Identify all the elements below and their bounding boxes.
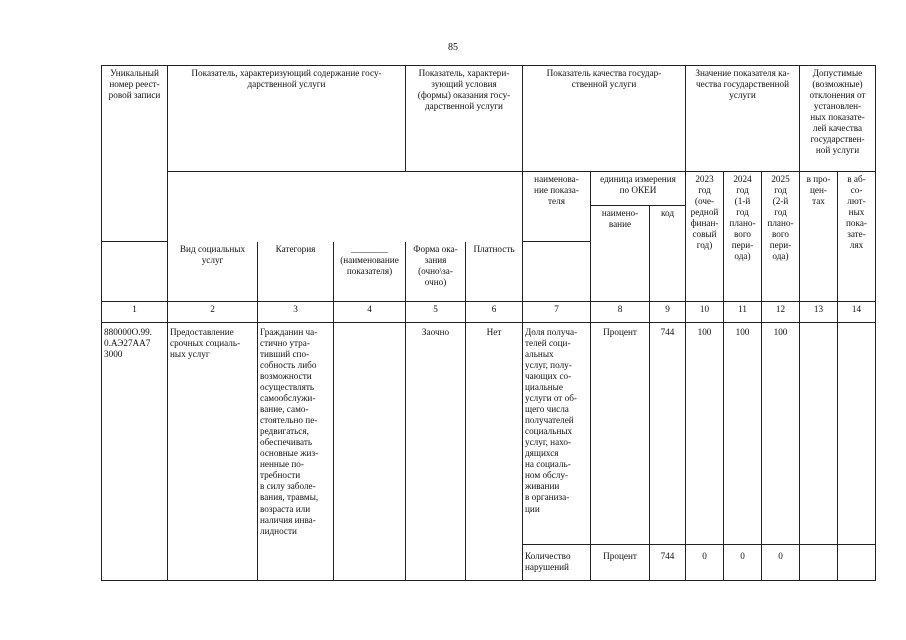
header-okei-code: код xyxy=(650,206,686,302)
header-okei-name: наимено- вание xyxy=(591,206,650,302)
value-2025-cell: 0 xyxy=(762,545,800,581)
code-cell: 744 xyxy=(650,323,686,545)
header-in-percent: в про- цен- тах xyxy=(800,172,838,302)
header-registry-number: Уникальный номер реест- ровой записи xyxy=(102,66,168,242)
unit-cell: Процент xyxy=(591,323,650,545)
header-value-group: Значение показателя ка- чества государственной услуги xyxy=(686,66,800,172)
header-spacer xyxy=(168,206,523,242)
category-cell: Гражданин ча- стично утра- тивший спо- собность либо возможности осуществлять самообслужи- вание, само- стоятельно пе- редвигаться, обеспечивать основные жиз- ненные по- требности в силу заболе- вания, травмы, возраста или наличия инва- лидности xyxy=(258,323,334,581)
header-deviation-group: Допустимые (возможные) отклонения от установлен- ных показате- лей качества государствен- ной услуги xyxy=(800,66,876,172)
header-spacer xyxy=(102,242,168,302)
column-number: 2 xyxy=(168,302,258,323)
table-row xyxy=(102,323,876,545)
header-year-2024: 2024 год (1-й год плано- вого пери- ода) xyxy=(724,172,762,302)
deviation-percent-cell xyxy=(800,323,838,545)
value-2024-cell: 100 xyxy=(724,323,762,545)
payment-cell: Нет xyxy=(466,323,523,581)
code-cell: 744 xyxy=(650,545,686,581)
value-2023-cell: 100 xyxy=(686,323,724,545)
header-blank-indicator: ________ (наименование показателя) xyxy=(334,242,406,302)
header-content-group: Показатель, характеризующий содержание госу- дарственной услуги xyxy=(168,66,406,172)
column-number-row xyxy=(102,302,876,323)
column-number: 9 xyxy=(650,302,686,323)
blank-indicator-cell xyxy=(334,323,406,581)
state-task-table xyxy=(101,65,876,581)
indicator-name-cell: Доля получа- телей соци- альных услуг, полу- чающих со- циальные услуги от об- щего числа получателей социальных услуг, нахо- дящихся на социаль- ном обслу- живании в организа- ции xyxy=(523,323,591,545)
header-spacer xyxy=(523,242,591,302)
header-category: Категория xyxy=(258,242,334,302)
header-payment: Платность xyxy=(466,242,523,302)
column-number: 14 xyxy=(838,302,876,323)
header-form: Форма ока- зания (очно\за- очно) xyxy=(406,242,466,302)
deviation-absolute-cell xyxy=(838,323,876,545)
column-number: 8 xyxy=(591,302,650,323)
unit-cell: Процент xyxy=(591,545,650,581)
indicator-name-cell: Количество нарушений xyxy=(523,545,591,581)
form-cell: Заочно xyxy=(406,323,466,581)
column-number: 12 xyxy=(762,302,800,323)
header-service-type: Вид социальных услуг xyxy=(168,242,258,302)
column-number: 1 xyxy=(102,302,168,323)
column-number: 4 xyxy=(334,302,406,323)
header-quality-group: Показатель качества государ- ственной услуги xyxy=(523,66,686,172)
header-in-absolute: в аб- со- лют- ных пока- зате- лях xyxy=(838,172,876,302)
value-2023-cell: 0 xyxy=(686,545,724,581)
header-conditions-group: Показатель, характери- зующий условия (формы) оказания госу- дарственной услуги xyxy=(406,66,523,172)
registry-number-cell: 880000О.99. 0.АЭ27АА7 3000 xyxy=(102,323,168,581)
header-year-2023: 2023 год (оче- редной финан- совый год) xyxy=(686,172,724,302)
header-row-subgroups xyxy=(102,172,876,206)
header-row-groups xyxy=(102,66,876,172)
deviation-percent-cell xyxy=(800,545,838,581)
page-number: 85 xyxy=(448,42,458,53)
header-okei-unit: единица измерения по ОКЕИ xyxy=(591,172,686,206)
column-number: 5 xyxy=(406,302,466,323)
deviation-absolute-cell xyxy=(838,545,876,581)
column-number: 7 xyxy=(523,302,591,323)
value-2024-cell: 0 xyxy=(724,545,762,581)
column-number: 6 xyxy=(466,302,523,323)
column-number: 3 xyxy=(258,302,334,323)
header-year-2025: 2025 год (2-й год плано- вого пери- ода) xyxy=(762,172,800,302)
column-number: 11 xyxy=(724,302,762,323)
header-spacer xyxy=(168,172,523,206)
service-type-cell: Предоставление срочных социаль- ных услуг xyxy=(168,323,258,581)
column-number: 13 xyxy=(800,302,838,323)
value-2025-cell: 100 xyxy=(762,323,800,545)
column-number: 10 xyxy=(686,302,724,323)
header-indicator-name: наименова- ние показа- теля xyxy=(523,172,591,242)
